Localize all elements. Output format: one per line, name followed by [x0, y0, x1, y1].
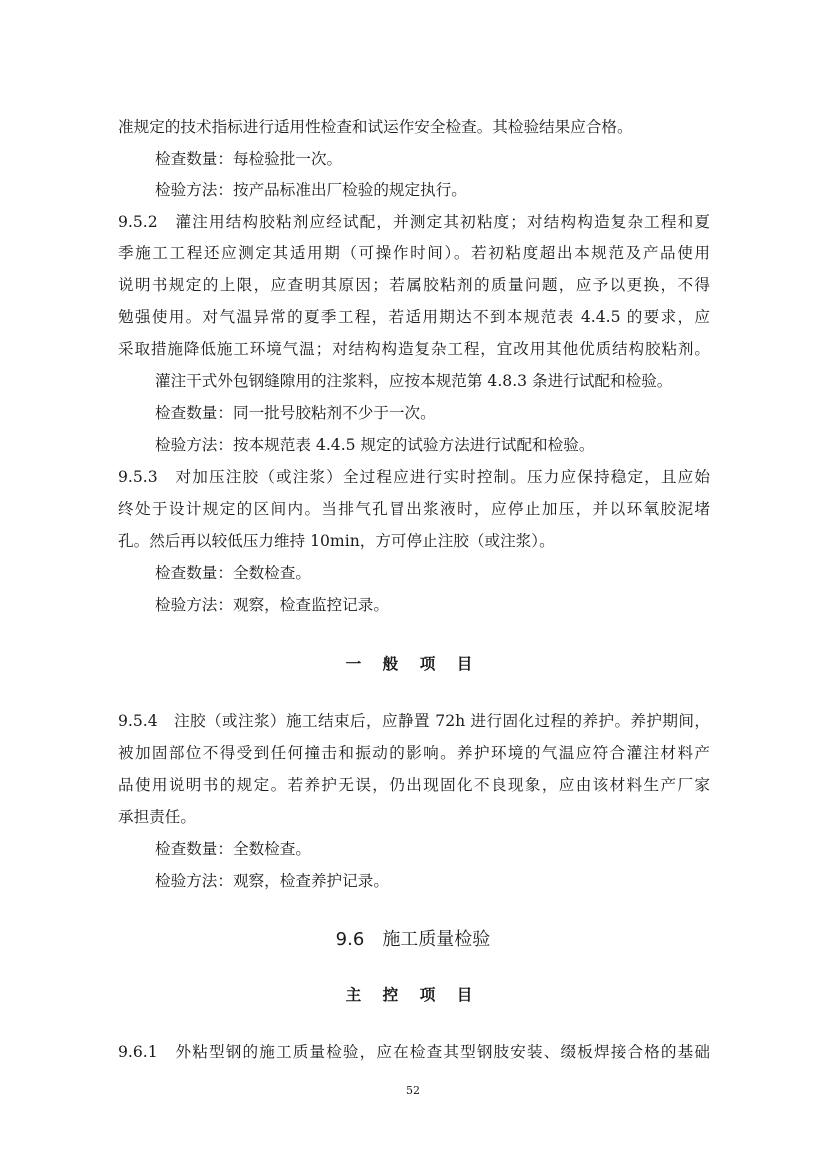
- main-control-items-heading: 主 控 项 目: [345, 986, 481, 1004]
- clause-9-5-2: 9.5.2 灌注用结构胶粘剂应经试配，并测定其初粘度；对结构构造复杂工程和夏: [118, 213, 710, 231]
- inspection-method: 检验方法：按产品标准出厂检验的规定执行。: [155, 181, 467, 199]
- inspection-quantity: 检查数量：全数检查。: [155, 840, 311, 858]
- clause-9-6-1: 9.6.1 外粘型钢的施工质量检验，应在检查其型钢肢安装、缀板焊接合格的基础: [118, 1043, 710, 1061]
- clause-9-5-4: 9.5.4 注胶（或注浆）施工结束后，应静置 72h 进行固化过程的养护。养护期间，: [118, 712, 710, 730]
- inspection-quantity: 检查数量：每检验批一次。: [155, 150, 343, 168]
- inspection-quantity: 检查数量：同一批号胶粘剂不少于一次。: [155, 404, 436, 422]
- inspection-method: 检验方法：观察，检查监控记录。: [155, 596, 389, 614]
- paragraph-line: 说明书规定的上限，应查明其原因；若属胶粘剂的质量问题，应予以更换，不得: [118, 276, 710, 294]
- paragraph-line: 灌注干式外包钢缝隙用的注浆料，应按本规范第 4.8.3 条进行试配和检验。: [155, 372, 673, 390]
- paragraph-line: 勉强使用。对气温异常的夏季工程，若适用期达不到本规范表 4.4.5 的要求，应: [118, 308, 710, 326]
- clause-9-5-3: 9.5.3 对加压注胶（或注浆）全过程应进行实时控制。压力应保持稳定，且应始: [118, 468, 710, 486]
- section-title: 施工质量检验: [382, 929, 491, 950]
- inspection-method: 检验方法：观察，检查养护记录。: [155, 872, 389, 890]
- section-heading: [0, 928, 826, 952]
- general-items-heading: 一 般 项 目: [345, 655, 481, 673]
- section-number: 9.6: [335, 929, 365, 950]
- paragraph-line: 品使用说明书的规定。若养护无误，仍出现固化不良现象，应由该材料生产厂家: [118, 776, 710, 794]
- paragraph-line: 承担责任。: [118, 808, 196, 826]
- paragraph-line: 被加固部位不得受到任何撞击和振动的影响。养护环境的气温应符合灌注材料产: [118, 744, 710, 762]
- paragraph-line: 终处于设计规定的区间内。当排气孔冒出浆液时，应停止加压，并以环氧胶泥堵: [118, 500, 710, 518]
- paragraph-line: 采取措施降低施工环境气温；对结构构造复杂工程，宜改用其他优质结构胶粘剂。: [118, 340, 710, 358]
- paragraph-line: 孔。然后再以较低压力维持 10min，方可停止注胶（或注浆）。: [118, 532, 555, 550]
- page-number: 52: [406, 1084, 420, 1097]
- inspection-quantity: 检查数量：全数检查。: [155, 564, 311, 582]
- paragraph-line: 准规定的技术指标进行适用性检查和试运作安全检查。其检验结果应合格。: [118, 118, 633, 136]
- paragraph-line: 季施工工程还应测定其适用期（可操作时间）。若初粘度超出本规范及产品使用: [118, 244, 710, 262]
- inspection-method: 检验方法：按本规范表 4.4.5 规定的试验方法进行试配和检验。: [155, 436, 595, 454]
